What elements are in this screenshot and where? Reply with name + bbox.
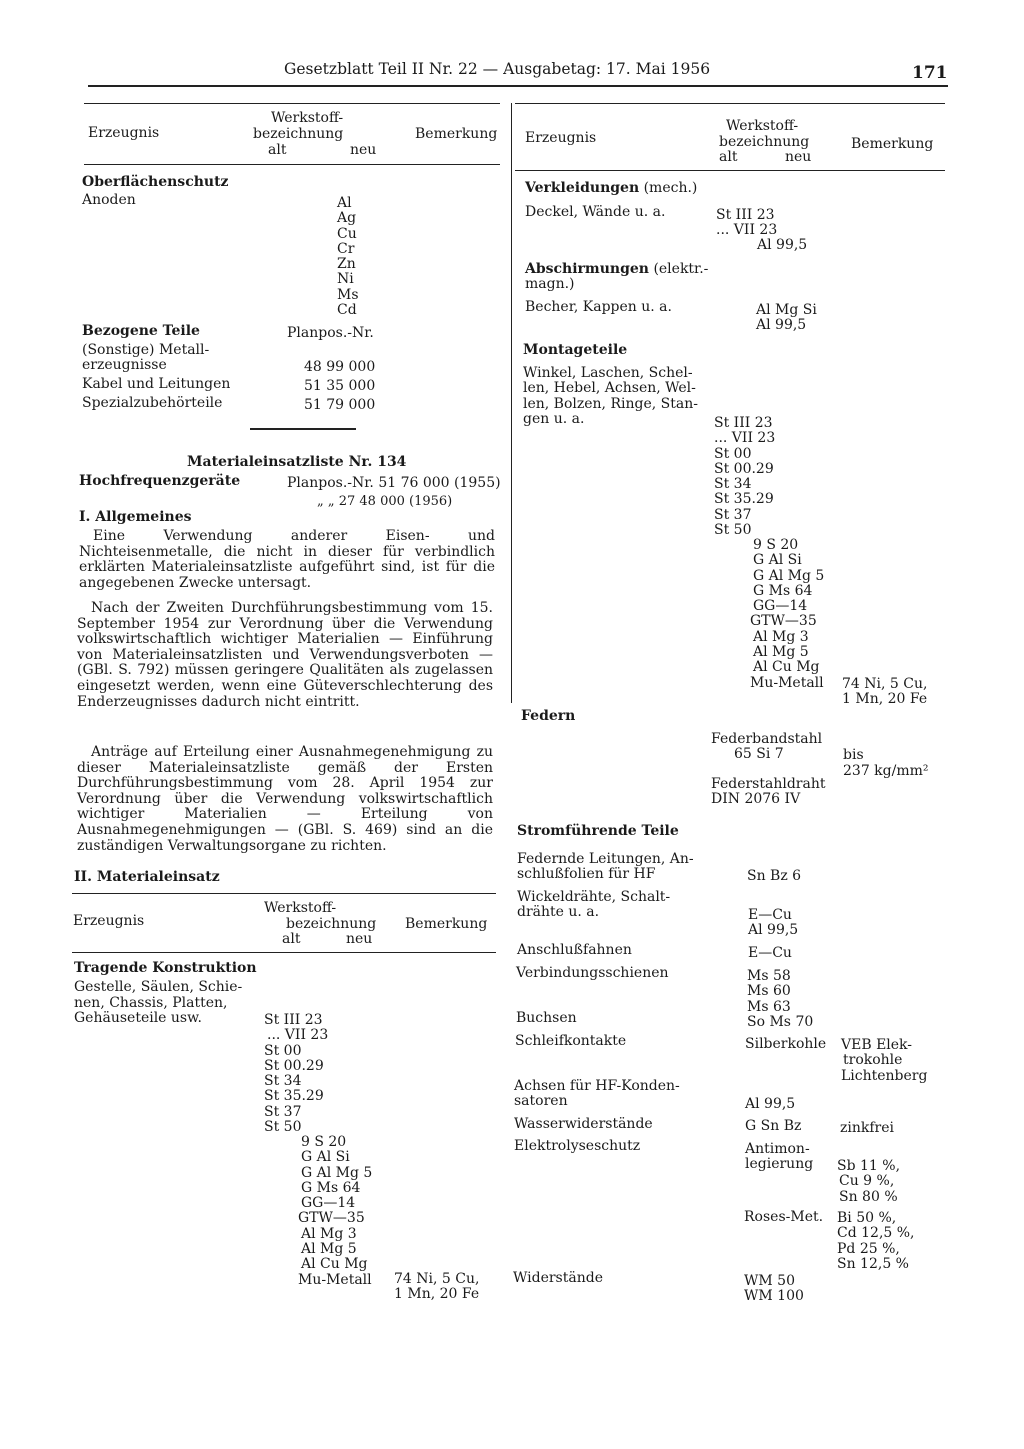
montage-item-line: Winkel, Laschen, Schel- <box>523 365 693 381</box>
anoden-code: Al <box>337 195 352 211</box>
col-header-werkstoff-r: Werkstoff- <box>726 118 799 134</box>
col-header-werkstoff: Werkstoff- <box>271 110 344 126</box>
sonstige-number: 48 99 000 <box>304 359 376 375</box>
item-verbindungsschienen: Verbindungsschienen <box>516 965 669 981</box>
montage-item-line: len, Bolzen, Ringe, Stan- <box>523 395 698 412</box>
item-federnde-leitungen-1: Federnde Leitungen, An- <box>517 851 694 867</box>
code: Ms 63 <box>747 998 791 1015</box>
neu-code: GG—14 <box>301 1195 356 1212</box>
remark-line: Pd 25 %, <box>837 1240 900 1257</box>
federn-remark-2: 237 kg/mm² <box>843 763 929 779</box>
remark-line: Sb 11 %, <box>837 1158 901 1174</box>
neu-code: Al Mg 3 <box>753 628 809 645</box>
anoden-code-list <box>337 196 359 318</box>
remark-line: Bi 50 %, <box>837 1210 897 1226</box>
alt-code: ... VII 23 <box>714 430 776 447</box>
item-spezialzubehoer: Spezialzubehörteile <box>82 395 223 411</box>
paragraph-2: Nach der Zweiten Durchführungsbestimmung vom 15. September 1954 zur Verordnung über die Verwendung volkswirtschaftlich wichtiger Materialien — Einführung von Materialeinsatzlisten und Verwendungsverboten — (GBl. S. 792) müssen geringere Qualitäten als zugelassen eingesetzt werden, wenn eine Güteverschlechterung des Enderzeugnisses dadurch nicht eintritt. <box>77 600 493 710</box>
code: WM 100 <box>744 1288 804 1305</box>
col-header-bemerkung-2: Bemerkung <box>405 916 488 932</box>
tragende-remark-2: 1 Mn, 20 Fe <box>394 1286 480 1302</box>
alt-code: St 00 <box>714 445 752 462</box>
alt-code: St 50 <box>264 1119 302 1136</box>
neu-code: Al Mg 3 <box>301 1225 357 1242</box>
heading-allgemeines: I. Allgemeines <box>79 509 192 525</box>
code: E—Cu <box>748 907 792 923</box>
neu-code: Mu-Metall <box>298 1271 372 1288</box>
section-oberflaechenschutz: Oberflächenschutz <box>82 174 229 190</box>
anoden-code: Ms <box>337 286 359 303</box>
neu-code: G Al Si <box>753 552 802 569</box>
spezial-number: 51 79 000 <box>304 397 376 413</box>
item-gestelle-1: Gestelle, Säulen, Schie- <box>74 979 243 995</box>
section-montageteile: Montageteile <box>523 342 628 358</box>
item-anschlussfahnen: Anschlußfahnen <box>517 942 632 958</box>
neu-code: G Al Si <box>301 1149 350 1166</box>
col-header-werkstoff-2: Werkstoff- <box>264 900 337 916</box>
mat-list-title: Materialeinsatzliste Nr. 134 <box>187 454 407 470</box>
deckel-codes <box>716 208 777 239</box>
neu-code: Al Mg 5 <box>753 644 809 661</box>
col-header-neu-2: neu <box>346 931 373 947</box>
schleif-code: Silberkohle <box>745 1036 827 1052</box>
abschirmungen-suffix: (elektr.- <box>653 261 709 277</box>
montage-alt-codes <box>714 416 775 538</box>
wider-codes <box>744 1274 804 1305</box>
item-gestelle-2: nen, Chassis, Platten, <box>74 995 228 1011</box>
code: WM 50 <box>744 1273 795 1289</box>
left-table2-top-rule <box>72 893 496 894</box>
item-elektrolyseschutz: Elektrolyseschutz <box>514 1138 641 1154</box>
section-stromfuehrende-teile: Stromführende Teile <box>517 823 679 839</box>
neu-code: Al Mg Si <box>756 302 817 318</box>
remark-line: trokohle <box>843 1052 903 1069</box>
left-table2-header-rule <box>72 952 496 953</box>
item-gestelle-3: Gehäuseteile usw. <box>74 1010 202 1026</box>
code: Al 99,5 <box>748 922 799 939</box>
schleif-remark <box>841 1038 927 1084</box>
section-divider <box>250 428 356 430</box>
neu-code: G Ms 64 <box>301 1179 361 1196</box>
item-sonstige-2: erzeugnisse <box>82 357 167 373</box>
col-header-alt-2: alt <box>282 931 301 947</box>
wickel-codes <box>748 908 798 939</box>
paragraph-1: Eine Verwendung anderer Eisen- und Nichteisenmetalle, die nicht in dieser für verbindlich erklärten Materialeinsatzliste aufgeführt sind, ist für die angegebenen Zwecke untersagt. <box>79 528 495 591</box>
col-header-neu: neu <box>350 142 377 158</box>
neu-code: 9 S 20 <box>301 1134 347 1150</box>
alt-code: ... VII 23 <box>267 1027 329 1044</box>
item-schleifkontakte: Schleifkontakte <box>515 1033 627 1049</box>
code: Ms 58 <box>747 968 791 984</box>
neu-code: GG—14 <box>753 598 808 615</box>
col-header-erzeugnis: Erzeugnis <box>88 125 160 141</box>
neu-code: Al Mg 5 <box>301 1241 357 1258</box>
verkleidungen-label: Verkleidungen <box>525 180 640 196</box>
item-buchsen: Buchsen <box>516 1010 577 1026</box>
header-rule <box>88 85 948 87</box>
col-header-erzeugnis-2: Erzeugnis <box>73 913 145 929</box>
col-header-bemerkung-r: Bemerkung <box>851 136 934 152</box>
federn-remark-1: bis <box>843 747 864 763</box>
neu-code: Al 99,5 <box>756 317 807 334</box>
anoden-code: Cd <box>337 302 357 319</box>
item-achsen-2: satoren <box>514 1093 568 1109</box>
page-header-title: Gesetzblatt Teil II Nr. 22 — Ausgabetag: 17. Mai 1956 <box>284 60 711 78</box>
col-header-neu-r: neu <box>785 149 812 165</box>
neu-code: G Al Mg 5 <box>301 1164 373 1181</box>
becher-codes <box>756 303 817 334</box>
anschluss-code: E—Cu <box>748 945 792 961</box>
neu-code: GTW—35 <box>298 1210 365 1227</box>
col-header-bezeichnung: bezeichnung <box>253 126 344 142</box>
col-header-alt-r: alt <box>719 149 738 165</box>
remark-line: VEB Elek- <box>841 1037 913 1053</box>
item-widerstaende: Widerstände <box>513 1270 603 1286</box>
neu-code: Al Cu Mg <box>301 1256 368 1273</box>
heading-materialeinsatz: II. Materialeinsatz <box>74 869 220 885</box>
federband-label: Federbandstahl <box>711 731 823 747</box>
montage-item-line: len, Hebel, Achsen, Wel- <box>523 380 696 397</box>
alt-code: St III 23 <box>714 415 773 431</box>
planpos-label: Planpos.-Nr. <box>287 325 374 341</box>
federdraht-label: Federstahldraht <box>711 776 826 792</box>
alt-code: St 35.29 <box>264 1088 324 1105</box>
section-verkleidungen <box>525 181 697 197</box>
col-header-bezeichnung-2: bezeichnung <box>286 916 377 932</box>
tragende-alt-codes <box>264 1013 328 1135</box>
neu-code: 9 S 20 <box>753 537 799 553</box>
tragende-neu-codes <box>298 1135 372 1288</box>
anoden-code: Zn <box>337 256 356 273</box>
federdraht-code: DIN 2076 IV <box>711 791 801 807</box>
alt-code: St III 23 <box>716 207 775 223</box>
wasser-code: G Sn Bz <box>745 1118 802 1134</box>
federnde-leitungen-code: Sn Bz 6 <box>747 868 802 884</box>
alt-code: St 34 <box>714 476 752 493</box>
anoden-code: Cr <box>337 240 355 257</box>
alt-code: St 34 <box>264 1073 302 1090</box>
item-federnde-leitungen-2: schlußfolien für HF <box>517 866 656 882</box>
neu-code: G Ms 64 <box>753 582 813 599</box>
item-anoden: Anoden <box>82 192 136 208</box>
alt-code: St 50 <box>714 522 752 539</box>
page-number: 171 <box>912 63 948 83</box>
mat-list-planpos-1: Planpos.-Nr. 51 76 000 (1955) <box>287 475 501 491</box>
montage-remark-1: 74 Ni, 5 Cu, <box>842 676 928 692</box>
col-header-bemerkung: Bemerkung <box>415 126 498 142</box>
left-table-top-rule <box>84 103 500 104</box>
neu-code: G Al Mg 5 <box>753 567 825 584</box>
item-wickeldraehte-2: drähte u. a. <box>517 904 600 920</box>
section-bezogene-teile: Bezogene Teile <box>82 323 200 339</box>
paragraph-3: Anträge auf Erteilung einer Ausnahmegenehmigung zu dieser Materialeinsatzliste gemäß der Ersten Durchführungsbestimmung vom 28. April 1954 zur Verordnung über die Verwendung volkswirtschaftlich wichtiger Materialien — Erteilung von Ausnahmegenehmigungen — (GBl. S. 469) sind an die zuständigen Verwaltungsorgane zu richten. <box>77 744 493 854</box>
anoden-code: Ni <box>337 271 354 288</box>
remark-line: Lichtenberg <box>841 1067 928 1084</box>
alt-code: St 00.29 <box>714 460 774 477</box>
item-kabel: Kabel und Leitungen <box>82 376 231 392</box>
federband-code: 65 Si 7 <box>734 746 784 762</box>
neu-code: Mu-Metall <box>750 674 824 691</box>
section-federn: Federn <box>521 708 576 724</box>
anoden-code: Cu <box>337 225 357 242</box>
section-tragende-konstruktion: Tragende Konstruktion <box>74 960 257 976</box>
col-header-alt: alt <box>268 142 287 158</box>
alt-code: St 37 <box>714 506 752 523</box>
neu-code: Al Cu Mg <box>753 659 820 676</box>
abschirmungen-label: Abschirmungen <box>525 261 649 277</box>
item-wasserwiderstaende: Wasserwiderstände <box>514 1116 653 1132</box>
right-table-top-rule <box>515 103 945 104</box>
code: Ms 60 <box>747 983 791 1000</box>
antimon-line-1: Antimon- <box>745 1141 810 1157</box>
antimon-line-2: legierung <box>745 1156 814 1172</box>
item-achsen-1: Achsen für HF-Konden- <box>514 1078 680 1094</box>
alt-code: St 00.29 <box>264 1057 324 1074</box>
wasser-remark: zinkfrei <box>840 1120 894 1136</box>
alt-code: ... VII 23 <box>716 222 778 239</box>
montage-remark-2: 1 Mn, 20 Fe <box>842 691 928 707</box>
alt-code: St III 23 <box>264 1012 323 1028</box>
montage-neu-codes <box>750 538 824 691</box>
achsen-code: Al 99,5 <box>745 1096 796 1112</box>
left-table-header-rule <box>84 164 500 165</box>
remark-line: Cu 9 %, <box>839 1173 895 1190</box>
montage-item-line: gen u. a. <box>523 410 585 427</box>
mat-list-subject: Hochfrequenzgeräte <box>79 473 241 489</box>
montage-items <box>523 366 698 427</box>
col-header-erzeugnis-r: Erzeugnis <box>525 130 597 146</box>
tragende-remark-1: 74 Ni, 5 Cu, <box>394 1271 480 1287</box>
roses-label: Roses-Met. <box>744 1209 824 1225</box>
remark-line: Sn 12,5 % <box>837 1255 909 1272</box>
verbind-codes <box>747 969 813 1030</box>
alt-code: St 37 <box>264 1103 302 1120</box>
verkleidungen-mech: (mech.) <box>643 180 698 196</box>
kabel-number: 51 35 000 <box>304 378 376 394</box>
neu-code: GTW—35 <box>750 613 817 630</box>
item-sonstige-1: (Sonstige) Metall- <box>82 342 210 358</box>
alt-code: St 00 <box>264 1042 302 1059</box>
abschirmungen-line-2: magn.) <box>525 276 575 292</box>
mat-list-planpos-2: „ „ 27 48 000 (1956) <box>317 494 453 509</box>
item-wickeldraehte-1: Wickeldrähte, Schalt- <box>517 889 671 905</box>
roses-remark <box>837 1211 915 1272</box>
alt-code: St 35.29 <box>714 491 774 508</box>
code: So Ms 70 <box>747 1013 814 1030</box>
deckel-al: Al 99,5 <box>757 237 808 253</box>
remark-line: Sn 80 % <box>839 1188 898 1205</box>
right-table-header-rule <box>515 170 945 171</box>
item-becher: Becher, Kappen u. a. <box>525 299 672 315</box>
col-header-bezeichnung-r: bezeichnung <box>719 134 810 150</box>
antimon-remark <box>837 1159 900 1205</box>
anoden-code: Ag <box>337 210 357 227</box>
right-column-divider <box>511 103 512 703</box>
remark-line: Cd 12,5 %, <box>837 1225 915 1242</box>
item-deckel: Deckel, Wände u. a. <box>525 204 666 220</box>
